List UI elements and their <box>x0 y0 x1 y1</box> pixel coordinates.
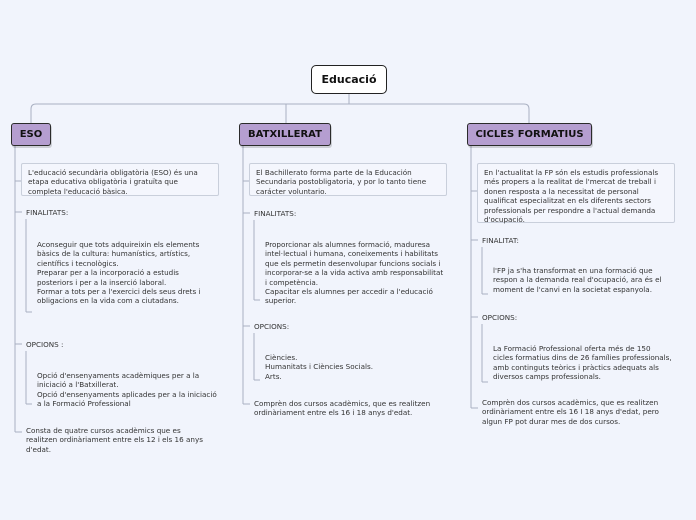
text-line: algun FP pot durar mes de dos cursos. <box>482 416 621 426</box>
text-line: Arts. <box>265 371 282 381</box>
text-line: iniciació a l'Batxillerat. <box>37 380 119 390</box>
text-line: Consta de quatre cursos acadèmics que es <box>26 426 181 435</box>
text-line: Aconseguir que tots adquireixin els elements <box>37 240 200 249</box>
cicles-opcions-label[interactable]: OPCIONS: <box>482 313 518 322</box>
text-line: científics i tecnològics. <box>37 258 119 268</box>
text-line: moment de l'canvi en la societat espanyola. <box>493 284 652 294</box>
eso-finalitats-text[interactable] <box>37 240 201 306</box>
batx-intro-box[interactable] <box>249 163 447 196</box>
text-line: superior. <box>265 296 297 306</box>
text-line: realitzen ordinàriament entre els 12 i els 16 anys <box>26 435 203 445</box>
branch-eso-title: ESO <box>19 129 43 140</box>
batx-duration-text[interactable] <box>254 399 430 418</box>
batx-opcions-label[interactable]: OPCIONS: <box>254 322 290 331</box>
eso-duration-text[interactable] <box>26 426 203 454</box>
branch-batxillerat[interactable] <box>239 123 331 146</box>
text-line: bàsics de la cultura: humanístics, artístics, <box>37 249 191 259</box>
cicles-intro-text: En l'actualitat la FP són els estudis professionals més propers a la realitat de l'mercat de treball i donen resposta a la necessitat de personal qualificat especialitzat en els diferents sectors professionals per respondre a l'actual demanda d'ocupació. <box>484 168 659 225</box>
branch-eso[interactable] <box>11 123 51 146</box>
text-line: Capacitar els alumnes per accedir a l'educació <box>265 287 433 297</box>
text-line: que els permetin desenvolupar funcions socials i <box>265 258 441 268</box>
text-line: ordinàriament entre els 16 I 18 anys d'edat, pero <box>482 407 659 417</box>
text-line: ordinàriament entre els 16 i 18 anys d'edat. <box>254 408 413 418</box>
text-line: i competència. <box>265 277 319 287</box>
eso-finalitats-label[interactable]: FINALITATS: <box>26 208 69 217</box>
text-line: Opció d'ensenyaments aplicades per a la iniciació <box>37 389 217 399</box>
cicles-opcions-text[interactable] <box>493 344 672 382</box>
batx-finalitats-text[interactable] <box>265 240 443 306</box>
text-line: cicles formatius dins de 26 famílies professionals, <box>493 353 672 363</box>
text-line: Preparar per a la incorporació a estudis <box>37 268 179 278</box>
branch-cicles-title: CICLES FORMATIUS <box>475 129 584 140</box>
cicles-intro-box[interactable] <box>477 163 675 223</box>
eso-intro-box[interactable] <box>21 163 219 196</box>
batx-opcions-text[interactable] <box>265 353 373 381</box>
root-node[interactable] <box>311 65 387 94</box>
text-line: Opció d'ensenyaments acadèmiques per a la <box>37 371 200 380</box>
root-title: Educació <box>321 73 377 86</box>
text-line: Comprèn dos cursos acadèmics, que es realitzen <box>482 398 659 407</box>
batx-finalitats-label[interactable]: FINALITATS: <box>254 209 297 218</box>
text-line: a la Formació Professional <box>37 399 131 409</box>
text-line: Proporcionar als alumnes formació, maduresa <box>265 240 431 249</box>
branch-cicles-formatius[interactable] <box>467 123 592 146</box>
batx-intro-text: El Bachillerato forma parte de la Educación Secundaria postobligatoria, y por lo tanto tiene carácter voluntario. <box>256 168 427 196</box>
branch-batxillerat-title: BATXILLERAT <box>248 129 322 140</box>
text-line: Humanitats i Ciències Socials. <box>265 362 374 372</box>
text-line: posteriors i per a la inserció laboral. <box>37 277 167 287</box>
text-line: respon a la demanda real d'ocupació, ara és el <box>493 275 662 285</box>
text-line: d'edat. <box>26 444 52 454</box>
text-line: diversos camps professionals. <box>493 372 601 382</box>
text-line: Formar a tots per a l'exercici dels seus drets i <box>37 287 201 297</box>
text-line: intel·lectual i humana, coneixements i habilitats <box>265 249 439 259</box>
text-line: La Formació Professional oferta més de 150 <box>493 344 651 353</box>
eso-intro-text: L'educació secundària obligatòria (ESO) és una etapa educativa obligatòria i gratuïta que completa l'educació bàsica. <box>28 168 198 196</box>
text-line: amb continguts teòrics i pràctics adequats als <box>493 362 659 372</box>
text-line: l'FP ja s'ha transformat en una formació que <box>493 266 653 275</box>
text-line: obligacions en la vida com a ciutadans. <box>37 296 179 306</box>
eso-opcions-text[interactable] <box>37 371 217 409</box>
text-line: Ciències. <box>265 353 298 362</box>
eso-opcions-label[interactable]: OPCIONS : <box>26 340 64 349</box>
text-line: Comprèn dos cursos acadèmics, que es realitzen <box>254 399 431 408</box>
text-line: incorporar-se a la vida activa amb responsabilitat <box>265 268 444 278</box>
cicles-finalitat-label[interactable]: FINALITAT: <box>482 236 519 245</box>
cicles-duration-text[interactable] <box>482 398 659 426</box>
cicles-finalitat-text[interactable] <box>493 266 662 294</box>
